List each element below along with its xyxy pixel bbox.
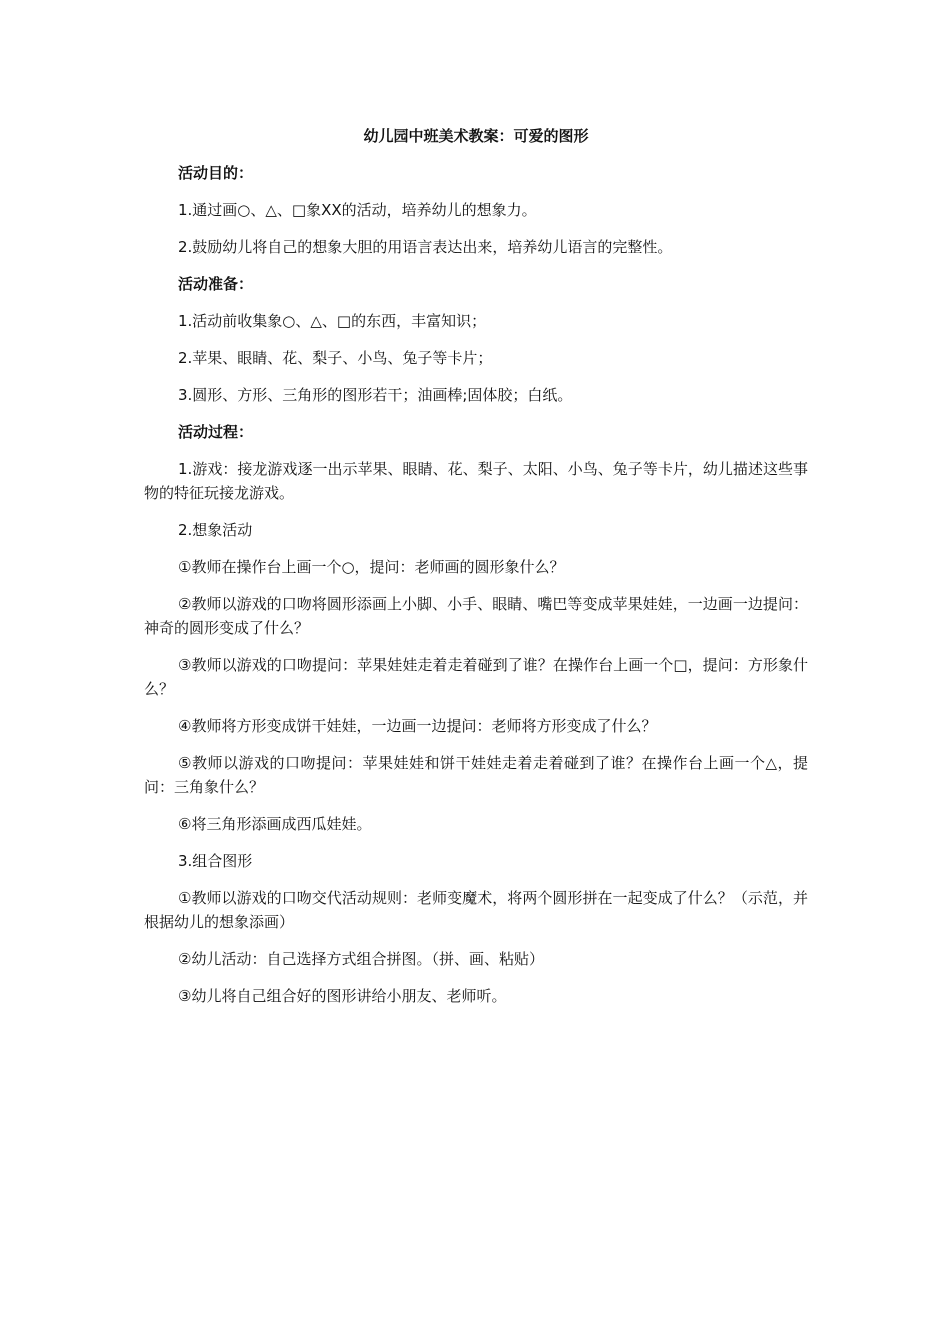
section-heading-process: 活动过程： bbox=[178, 423, 254, 441]
paragraph: ④教师将方形变成饼干娃娃，一边画一边提问：老师将方形变成了什么？ bbox=[178, 717, 657, 735]
paragraph: 3.组合图形 bbox=[178, 852, 253, 870]
paragraph: ①教师在操作台上画一个○，提问：老师画的圆形象什么？ bbox=[178, 558, 565, 576]
paragraph: ⑤教师以游戏的口吻提问：苹果娃娃和饼干娃娃走着走着碰到了谁？在操作台上画一个△，提问：三角象什么？ bbox=[144, 754, 808, 796]
paragraph: 2.苹果、眼睛、花、梨子、小鸟、兔子等卡片； bbox=[178, 349, 493, 367]
section-process bbox=[144, 420, 808, 1008]
paragraph: 2.想象活动 bbox=[178, 521, 253, 539]
paragraph: 1.通过画○、△、□象XX的活动，培养幼儿的想象力。 bbox=[178, 201, 537, 219]
section-preparation bbox=[144, 272, 808, 407]
paragraph: 1.游戏：接龙游戏逐一出示苹果、眼睛、花、梨子、太阳、小鸟、兔子等卡片，幼儿描述这些事物的特征玩接龙游戏。 bbox=[144, 460, 808, 502]
section-heading-preparation: 活动准备： bbox=[178, 275, 254, 293]
paragraph: 2.鼓励幼儿将自己的想象大胆的用语言表达出来，培养幼儿语言的完整性。 bbox=[178, 238, 673, 256]
section-goals bbox=[144, 161, 808, 259]
document-body bbox=[144, 124, 808, 1021]
paragraph: ②教师以游戏的口吻将圆形添画上小脚、小手、眼睛、嘴巴等变成苹果娃娃，一边画一边提问：神奇的圆形变成了什么？ bbox=[144, 595, 808, 637]
paragraph: ⑥将三角形添画成西瓜娃娃。 bbox=[178, 815, 372, 833]
paragraph: ②幼儿活动：自己选择方式组合拼图。（拼、画、粘贴） bbox=[178, 950, 544, 968]
section-heading-goals: 活动目的： bbox=[178, 164, 254, 182]
paragraph: 3.圆形、方形、三角形的图形若干；油画棒;固体胶；白纸。 bbox=[178, 386, 573, 404]
paragraph: ③幼儿将自己组合好的图形讲给小朋友、老师听。 bbox=[178, 987, 507, 1005]
paragraph: 1.活动前收集象○、△、□的东西，丰富知识； bbox=[178, 312, 487, 330]
document-title: 幼儿园中班美术教案：可爱的图形 bbox=[363, 127, 589, 145]
paragraph: ③教师以游戏的口吻提问：苹果娃娃走着走着碰到了谁？在操作台上画一个□，提问：方形象什么？ bbox=[144, 656, 808, 698]
paragraph: ①教师以游戏的口吻交代活动规则：老师变魔术，将两个圆形拼在一起变成了什么？（示范，并根据幼儿的想象添画） bbox=[144, 889, 808, 931]
